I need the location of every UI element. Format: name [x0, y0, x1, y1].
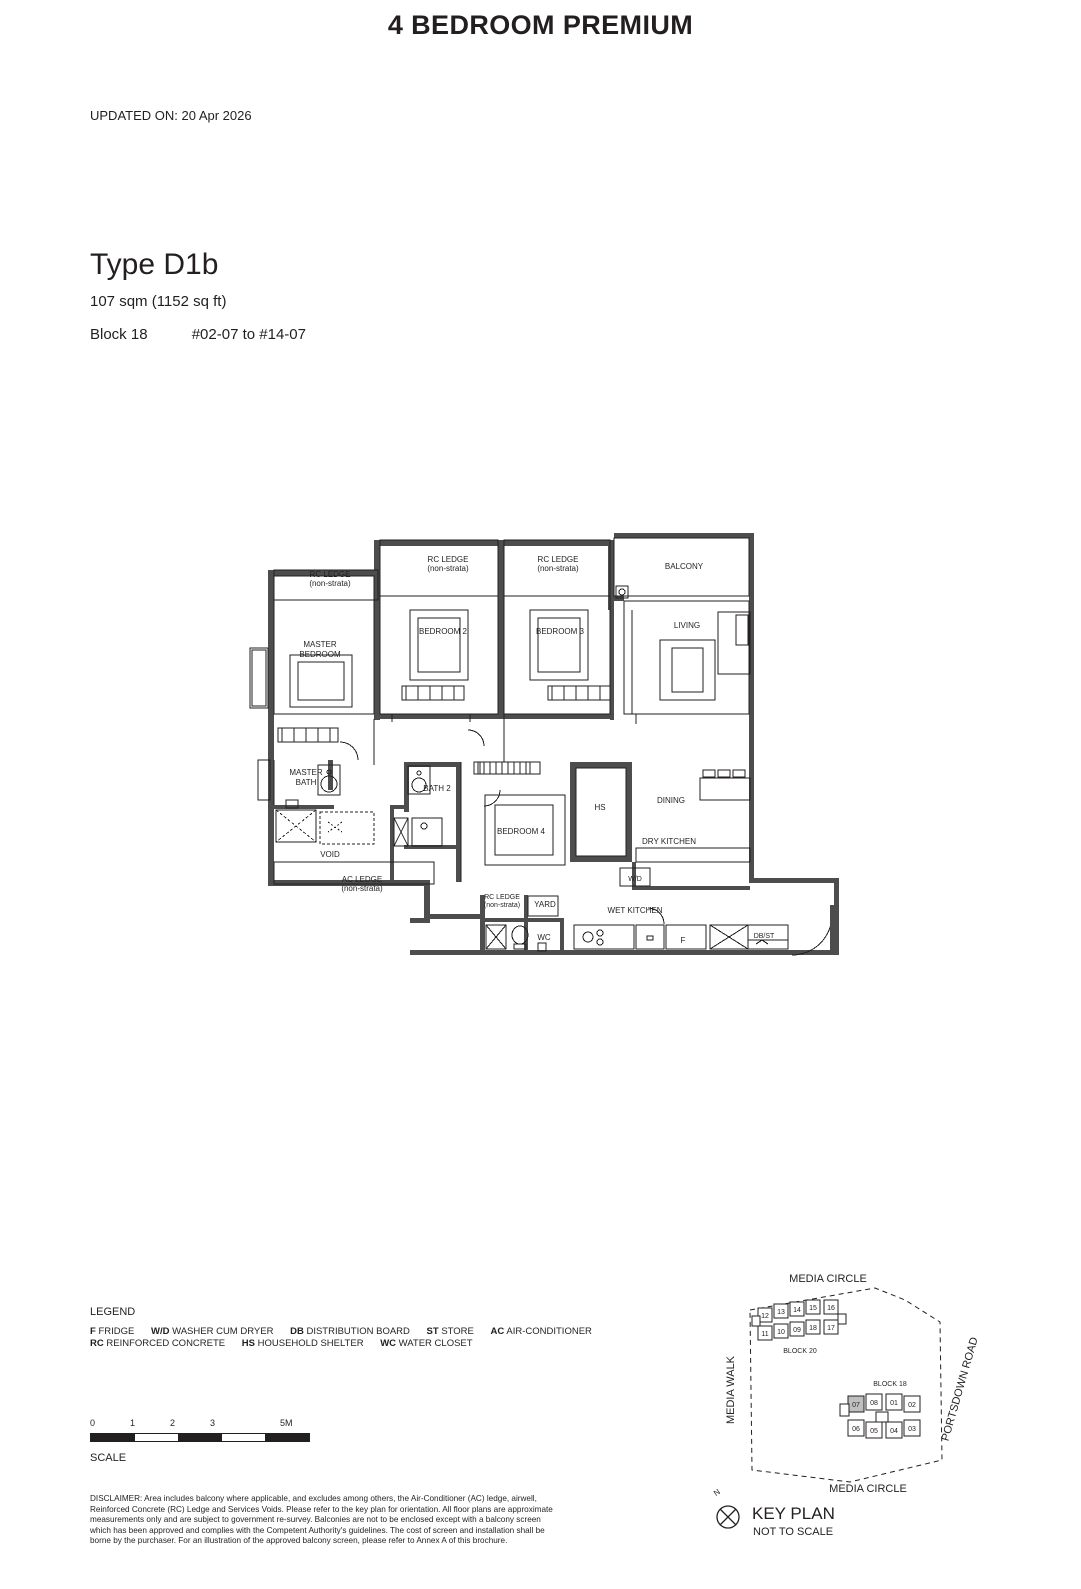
- page-title: 4 BEDROOM PREMIUM: [387, 10, 694, 40]
- svg-text:MASTER: MASTER: [289, 768, 323, 777]
- svg-text:02: 02: [908, 1402, 916, 1409]
- svg-text:01: 01: [890, 1400, 898, 1407]
- svg-text:(non-strata): (non-strata): [537, 564, 579, 573]
- svg-text:04: 04: [890, 1428, 898, 1435]
- svg-text:16: 16: [827, 1305, 835, 1312]
- svg-text:BATH: BATH: [295, 778, 317, 787]
- key-plan-title: KEY PLAN: [752, 1504, 835, 1523]
- svg-text:MEDIA CIRCLE: MEDIA CIRCLE: [789, 1273, 867, 1285]
- svg-text:18: 18: [809, 1325, 817, 1332]
- svg-text:BLOCK 20: BLOCK 20: [783, 1348, 817, 1355]
- legend-item: WC WATER CLOSET: [380, 1338, 473, 1349]
- svg-text:(non-strata): (non-strata): [309, 579, 351, 588]
- scale-label: SCALE: [90, 1452, 127, 1464]
- legend-item: HS HOUSEHOLD SHELTER: [241, 1338, 364, 1349]
- svg-text:09: 09: [793, 1327, 801, 1334]
- svg-text:12: 12: [761, 1313, 769, 1320]
- svg-text:BEDROOM: BEDROOM: [299, 650, 341, 659]
- svg-text:HS: HS: [594, 803, 606, 812]
- svg-text:WET KITCHEN: WET KITCHEN: [607, 906, 663, 915]
- svg-text:17: 17: [827, 1325, 835, 1332]
- legend-row-1: [90, 1326, 610, 1338]
- svg-text:WC: WC: [537, 933, 551, 942]
- svg-text:08: 08: [870, 1400, 878, 1407]
- compass-north-label: N: [711, 1487, 722, 1498]
- legend-title: LEGEND: [90, 1306, 136, 1318]
- scale-tick: 2: [170, 1418, 176, 1428]
- legend-item: W/D WASHER CUM DRYER: [150, 1326, 274, 1337]
- legend-rows: [90, 1326, 610, 1350]
- svg-text:MEDIA WALK: MEDIA WALK: [725, 1355, 737, 1425]
- svg-text:BLOCK 18: BLOCK 18: [873, 1381, 907, 1388]
- svg-text:AC LEDGE: AC LEDGE: [341, 875, 383, 884]
- legend-item: DB DISTRIBUTION BOARD: [290, 1326, 410, 1337]
- svg-text:03: 03: [908, 1426, 916, 1433]
- svg-text:(non-strata): (non-strata): [427, 564, 469, 573]
- svg-text:YARD: YARD: [534, 900, 556, 909]
- svg-text:LIVING: LIVING: [673, 621, 701, 630]
- svg-text:PORTSDOWN ROAD: PORTSDOWN ROAD: [939, 1335, 981, 1443]
- svg-text:DB/ST: DB/ST: [753, 933, 775, 940]
- svg-text:14: 14: [793, 1307, 801, 1314]
- unit-area: 107 sqm (1152 sq ft): [90, 293, 227, 310]
- svg-text:11: 11: [761, 1331, 769, 1338]
- svg-text:05: 05: [870, 1428, 878, 1435]
- scale-tick: 0: [90, 1418, 96, 1428]
- svg-text:(non-strata): (non-strata): [341, 884, 383, 893]
- svg-text:RC LEDGE: RC LEDGE: [537, 555, 579, 564]
- svg-text:BATH 2: BATH 2: [423, 784, 451, 793]
- svg-text:BEDROOM 3: BEDROOM 3: [535, 627, 585, 636]
- svg-text:07: 07: [852, 1402, 860, 1409]
- svg-text:DINING: DINING: [657, 796, 685, 805]
- svg-text:(non-strata): (non-strata): [483, 902, 521, 909]
- scale-tick: 5M: [280, 1418, 293, 1428]
- key-plan-subtitle: NOT TO SCALE: [753, 1526, 834, 1538]
- compass-icon: [713, 1502, 743, 1532]
- unit-type-name: Type D1b: [90, 248, 219, 281]
- svg-text:VOID: VOID: [320, 850, 340, 859]
- unit-block: Block 18: [90, 326, 148, 343]
- svg-text:13: 13: [777, 1309, 785, 1316]
- scale-tick: 1: [130, 1418, 136, 1428]
- svg-text:15: 15: [809, 1305, 817, 1312]
- legend-item: ST STORE: [426, 1326, 474, 1337]
- svg-text:MASTER: MASTER: [303, 640, 337, 649]
- svg-text:BALCONY: BALCONY: [664, 562, 704, 571]
- svg-text:10: 10: [777, 1329, 785, 1336]
- scale-bar: [90, 1418, 310, 1442]
- unit-numbers: #02-07 to #14-07: [191, 326, 306, 343]
- svg-text:06: 06: [852, 1426, 860, 1433]
- svg-text:W/D: W/D: [628, 876, 642, 883]
- legend-row-2: [90, 1338, 610, 1350]
- scale-tick: 3: [210, 1418, 216, 1428]
- key-plan-map: [700, 1270, 1000, 1510]
- disclaimer-text: DISCLAIMER: Area includes balcony where applicable, and excludes among others, the Air-Conditioner (AC) ledge, airwell, Reinforced Concrete (RC) Ledge and Services Voids. Please refer to the key plan for orientation. All floor plans are approximate measurements only and are subject to government re-survey. Balconies are not to be enclosed except with a balcony screen which has been approved and complies with the Competent Authority's guidelines. The cost of screen and installation shall be borne by the purchaser. For an illustration of the approved balcony screen, please refer to Annex A of this brochure.: [90, 1494, 553, 1546]
- svg-text:BEDROOM 4: BEDROOM 4: [496, 827, 546, 836]
- scale-bar-graphic: [90, 1433, 310, 1442]
- legend-item: AC AIR-CONDITIONER: [490, 1326, 592, 1337]
- svg-text:RC LEDGE: RC LEDGE: [484, 894, 520, 901]
- svg-text:MEDIA CIRCLE: MEDIA CIRCLE: [829, 1483, 907, 1495]
- svg-text:F: F: [680, 936, 686, 945]
- svg-text:DRY KITCHEN: DRY KITCHEN: [642, 837, 696, 846]
- svg-text:BEDROOM 2: BEDROOM 2: [418, 627, 468, 636]
- updated-on-label: UPDATED ON: 20 Apr 2026: [90, 108, 252, 123]
- svg-text:RC LEDGE: RC LEDGE: [427, 555, 469, 564]
- legend-item: F FRIDGE: [90, 1326, 135, 1337]
- legend-item: RC REINFORCED CONCRETE: [90, 1338, 226, 1349]
- svg-text:RC LEDGE: RC LEDGE: [309, 570, 351, 579]
